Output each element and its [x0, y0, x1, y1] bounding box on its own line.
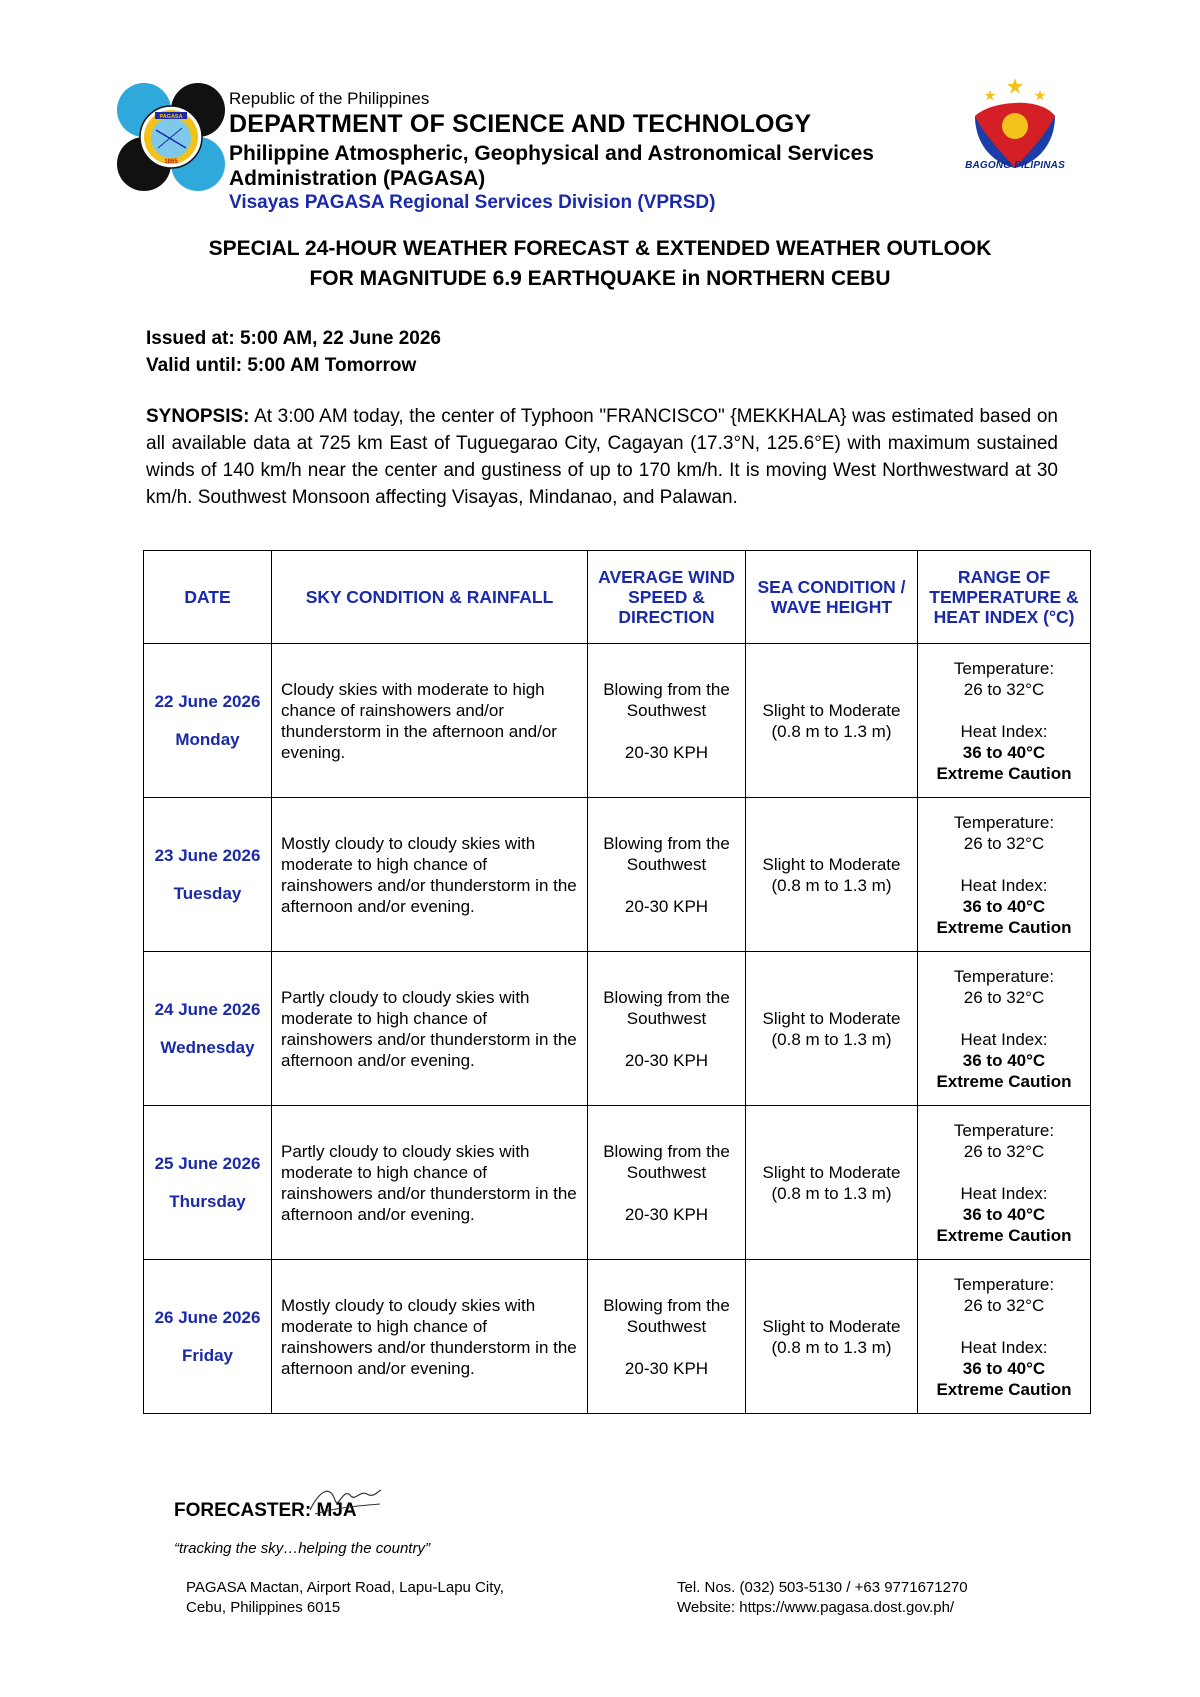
date-cell	[144, 644, 272, 798]
title-line-1: SPECIAL 24-HOUR WEATHER FORECAST & EXTENDED WEATHER OUTLOOK	[208, 237, 992, 260]
sky-cell	[272, 1106, 588, 1260]
temp-cell	[918, 644, 1091, 798]
wind-speed: 20-30 KPH	[624, 1358, 709, 1378]
sea-cell	[746, 644, 918, 798]
sea-cell	[746, 952, 918, 1106]
heat-level: Extreme Caution	[936, 917, 1072, 937]
address-line-1: PAGASA Mactan, Airport Road, Lapu-Lapu City,	[186, 1579, 504, 1596]
table-row	[144, 952, 1091, 1106]
header-sea: SEA CONDITION / WAVE HEIGHT	[746, 551, 918, 644]
date-cell	[144, 798, 272, 952]
heat-range: 36 to 40°C	[962, 896, 1046, 916]
synopsis-text: At 3:00 AM today, the center of Typhoon "FRANCISCO" {MEKKHALA} was estimated based on all available data at 725 km East of Tuguegarao City, Cagayan (17.3°N, 125.6°E) with maximum sustained winds of 140 km/h near the center and gustiness of up to 170 km/h. It is moving West Northwestward at 30 km/h. Southwest Monsoon affecting Visayas, Mindanao, and Palawan.	[146, 406, 1059, 508]
wind-direction: Blowing from the Southwest	[603, 1141, 730, 1182]
wind-cell	[588, 952, 746, 1106]
temp-cell	[918, 1106, 1091, 1260]
date-text: 25 June 2026	[154, 1154, 261, 1173]
temp-label: Temperature:	[953, 812, 1055, 832]
temp-range: 26 to 32°C	[963, 1141, 1045, 1161]
date-cell	[144, 1106, 272, 1260]
heat-level: Extreme Caution	[936, 1071, 1072, 1091]
wind-cell	[588, 1260, 746, 1414]
header-date: DATE	[144, 551, 272, 644]
wind-direction: Blowing from the Southwest	[603, 679, 730, 720]
day-text: Wednesday	[160, 1038, 255, 1057]
republic-label: Republic of the Philippines	[229, 89, 430, 108]
heat-range: 36 to 40°C	[962, 1358, 1046, 1378]
heat-level: Extreme Caution	[936, 763, 1072, 783]
bagong-pilipinas-label: BAGONG PILIPINAS	[965, 160, 1065, 171]
heat-level: Extreme Caution	[936, 1225, 1072, 1245]
department-name: DEPARTMENT OF SCIENCE AND TECHNOLOGY	[229, 110, 812, 138]
heat-range: 36 to 40°C	[962, 742, 1046, 762]
synopsis	[146, 403, 1058, 511]
heat-label: Heat Index:	[960, 721, 1048, 741]
sea-cell	[746, 1106, 918, 1260]
sky-text: Cloudy skies with moderate to high chance of rainshowers and/or thunderstorm in the afternoon and/or evening.	[281, 679, 557, 762]
issued-at: Issued at: 5:00 AM, 22 June 2026	[146, 328, 441, 349]
wind-cell	[588, 1106, 746, 1260]
table-row	[144, 1260, 1091, 1414]
title-line-2: FOR MAGNITUDE 6.9 EARTHQUAKE in NORTHERN CEBU	[309, 267, 891, 290]
valid-until: Valid until: 5:00 AM Tomorrow	[146, 355, 417, 376]
day-text: Tuesday	[173, 884, 242, 903]
date-text: 24 June 2026	[154, 1000, 261, 1019]
date-cell	[144, 1260, 272, 1414]
temp-label: Temperature:	[953, 1120, 1055, 1140]
header-sky: SKY CONDITION & RAINFALL	[272, 551, 588, 644]
wind-speed: 20-30 KPH	[624, 896, 709, 916]
day-text: Friday	[181, 1346, 234, 1365]
day-text: Thursday	[169, 1192, 246, 1211]
table-row	[144, 1106, 1091, 1260]
sea-condition: Slight to Moderate (0.8 m to 1.3 m)	[762, 700, 901, 741]
sky-cell	[272, 952, 588, 1106]
temp-range: 26 to 32°C	[963, 987, 1045, 1007]
temp-cell	[918, 952, 1091, 1106]
temp-label: Temperature:	[953, 658, 1055, 678]
header-wind: AVERAGE WIND SPEED & DIRECTION	[588, 551, 746, 644]
division-name: Visayas PAGASA Regional Services Division (VPRSD)	[229, 192, 716, 213]
temp-label: Temperature:	[953, 1274, 1055, 1294]
forecaster-signature	[305, 1480, 385, 1520]
sky-cell	[272, 1260, 588, 1414]
agency-name: Philippine Atmospheric, Geophysical and Astronomical Services Administration (PAGASA)	[229, 142, 874, 190]
date-text: 23 June 2026	[154, 846, 261, 865]
dost-pagasa-logo	[116, 82, 226, 192]
website-link[interactable]: Website: https://www.pagasa.dost.gov.ph/	[677, 1599, 955, 1616]
synopsis-label: SYNOPSIS:	[146, 406, 250, 427]
temp-range: 26 to 32°C	[963, 833, 1045, 853]
temp-cell	[918, 798, 1091, 952]
date-cell	[144, 952, 272, 1106]
address	[186, 1578, 504, 1618]
heat-label: Heat Index:	[960, 1029, 1048, 1049]
sea-cell	[746, 798, 918, 952]
document-title	[120, 234, 1080, 294]
heat-label: Heat Index:	[960, 1183, 1048, 1203]
heat-label: Heat Index:	[960, 1337, 1048, 1357]
svg-text:PAGASA: PAGASA	[159, 114, 183, 120]
forecast-table	[143, 550, 1091, 1414]
date-text: 26 June 2026	[154, 1308, 261, 1327]
sea-condition: Slight to Moderate (0.8 m to 1.3 m)	[762, 1008, 901, 1049]
sky-text: Mostly cloudy to cloudy skies with moderate to high chance of rainshowers and/or thunderstorm in the afternoon and/or evening.	[281, 1295, 577, 1378]
sea-condition: Slight to Moderate (0.8 m to 1.3 m)	[762, 1316, 901, 1357]
heat-level: Extreme Caution	[936, 1379, 1072, 1399]
sea-condition: Slight to Moderate (0.8 m to 1.3 m)	[762, 854, 901, 895]
svg-text:1865: 1865	[164, 159, 178, 165]
sky-text: Partly cloudy to cloudy skies with moderate to high chance of rainshowers and/or thunderstorm in the afternoon and/or evening.	[281, 1141, 577, 1224]
temp-range: 26 to 32°C	[963, 679, 1045, 699]
sky-text: Mostly cloudy to cloudy skies with moderate to high chance of rainshowers and/or thunderstorm in the afternoon and/or evening.	[281, 833, 577, 916]
telephone: Tel. Nos. (032) 503-5130 / +63 9771671270	[677, 1579, 968, 1596]
wind-cell	[588, 798, 746, 952]
table-row	[144, 798, 1091, 952]
heat-range: 36 to 40°C	[962, 1204, 1046, 1224]
heat-range: 36 to 40°C	[962, 1050, 1046, 1070]
wind-direction: Blowing from the Southwest	[603, 1295, 730, 1336]
table-header-row	[144, 551, 1091, 644]
day-text: Monday	[175, 730, 240, 749]
wind-direction: Blowing from the Southwest	[603, 833, 730, 874]
temp-cell	[918, 1260, 1091, 1414]
wind-direction: Blowing from the Southwest	[603, 987, 730, 1028]
temp-range: 26 to 32°C	[963, 1295, 1045, 1315]
sky-cell	[272, 644, 588, 798]
sea-cell	[746, 1260, 918, 1414]
wind-speed: 20-30 KPH	[624, 1204, 709, 1224]
sky-text: Partly cloudy to cloudy skies with moderate to high chance of rainshowers and/or thunderstorm in the afternoon and/or evening.	[281, 987, 577, 1070]
date-text: 22 June 2026	[154, 692, 261, 711]
wind-cell	[588, 644, 746, 798]
tagline: “tracking the sky…helping the country”	[174, 1540, 430, 1557]
address-line-2: Cebu, Philippines 6015	[186, 1599, 341, 1616]
heat-label: Heat Index:	[960, 875, 1048, 895]
forecaster: FORECASTER: MJA	[174, 1500, 357, 1521]
wind-speed: 20-30 KPH	[624, 742, 709, 762]
sky-cell	[272, 798, 588, 952]
contact-info	[677, 1578, 968, 1618]
temp-label: Temperature:	[953, 966, 1055, 986]
table-row	[144, 644, 1091, 798]
wind-speed: 20-30 KPH	[624, 1050, 709, 1070]
issue-info	[146, 325, 441, 379]
sea-condition: Slight to Moderate (0.8 m to 1.3 m)	[762, 1162, 901, 1203]
header-temp: RANGE OF TEMPERATURE & HEAT INDEX (°C)	[918, 551, 1091, 644]
